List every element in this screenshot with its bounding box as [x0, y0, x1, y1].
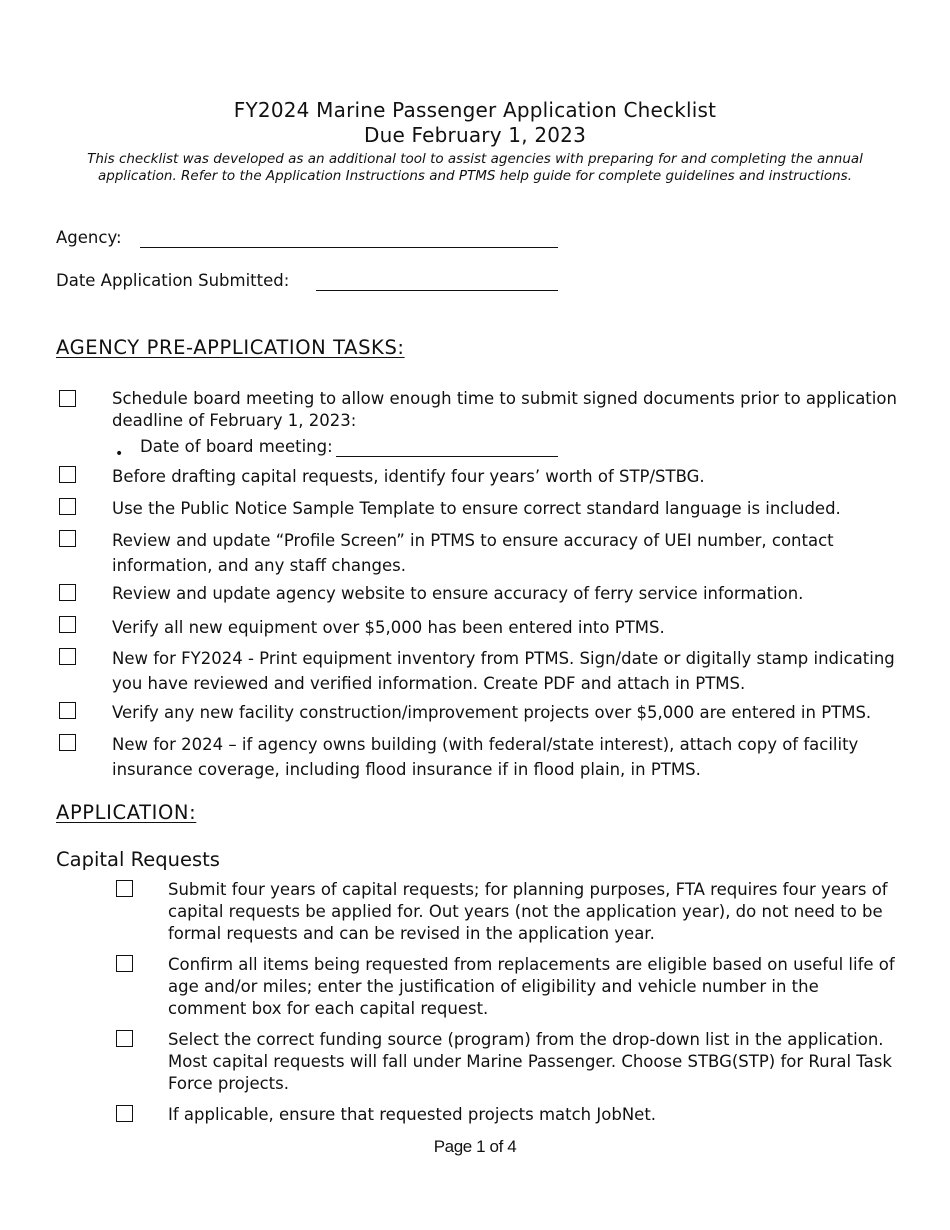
checkbox-four-years[interactable] [116, 880, 133, 897]
date-submitted-label: Date Application Submitted: [56, 271, 290, 290]
capital-requests-heading: Capital Requests [56, 848, 220, 871]
item-four-years: Submit four years of capital requests; for planning purposes, FTA requires four years of capital requests be applied for. Out years (not the application year), do not need to be formal requests and can be revised in the application year. [168, 880, 888, 943]
item-facility-insurance: New for 2024 – if agency owns building (with federal/state interest), attach copy of facility insurance coverage, including flood insurance if in flood plain, in PTMS. [112, 735, 859, 779]
checkbox-funding-source[interactable] [116, 1030, 133, 1047]
item-stp-stbg: Before drafting capital requests, identify four years’ worth of STP/STBG. [112, 467, 705, 486]
agency-label: Agency: [56, 228, 122, 247]
checkbox-facility-insurance[interactable] [59, 734, 76, 751]
checkbox-public-notice[interactable] [59, 498, 76, 515]
bullet-icon: • [115, 446, 124, 462]
checkbox-agency-website[interactable] [59, 584, 76, 601]
document-title: FY2024 Marine Passenger Application Checklist [233, 98, 717, 122]
checkbox-facility-projects[interactable] [59, 702, 76, 719]
intro-text: This checklist was developed as an additional tool to assist agencies with preparing for and completing the annual application. Refer to the Application Instructions and PTMS help guide for complete guidelines and instructions. [87, 151, 863, 184]
sub-bullet-board-date: Date of board meeting: [140, 437, 333, 456]
item-funding-source: Select the correct funding source (program) from the drop-down list in the application. Most capital requests will fall under Marine Passenger. Choose STBG(STP) for Rural Task Force projects. [168, 1030, 892, 1093]
checkbox-board-meeting[interactable] [59, 390, 76, 407]
agency-input-line[interactable] [140, 247, 558, 248]
checkbox-eligibility[interactable] [116, 955, 133, 972]
checkbox-profile-screen[interactable] [59, 530, 76, 547]
checkbox-equipment-inventory[interactable] [59, 648, 76, 665]
checkbox-new-equipment[interactable] [59, 616, 76, 633]
checkbox-jobnet[interactable] [116, 1105, 133, 1122]
application-heading: APPLICATION: [56, 801, 197, 824]
pre-application-heading: AGENCY PRE-APPLICATION TASKS: [56, 336, 405, 359]
item-equipment-inventory: New for FY2024 - Print equipment inventory from PTMS. Sign/date or digitally stamp indicating you have reviewed and verified information. Create PDF and attach in PTMS. [112, 649, 895, 693]
item-profile-screen: Review and update “Profile Screen” in PTMS to ensure accuracy of UEI number, contact information, and any staff changes. [112, 531, 834, 575]
item-facility-projects: Verify any new facility construction/improvement projects over $5,000 are entered in PTMS. [112, 703, 872, 722]
due-date: Due February 1, 2023 [363, 123, 587, 147]
item-new-equipment: Verify all new equipment over $5,000 has been entered into PTMS. [112, 618, 665, 637]
board-date-input-line[interactable] [336, 456, 558, 457]
item-public-notice: Use the Public Notice Sample Template to ensure correct standard language is included. [112, 499, 841, 518]
item-jobnet: If applicable, ensure that requested projects match JobNet. [168, 1105, 657, 1124]
item-eligibility: Confirm all items being requested from replacements are eligible based on useful life of age and/or miles; enter the justification of eligibility and vehicle number in the comment box for each capital request. [168, 955, 895, 1018]
date-submitted-input-line[interactable] [316, 290, 558, 291]
item-agency-website: Review and update agency website to ensure accuracy of ferry service information. [112, 584, 804, 603]
checkbox-stp-stbg[interactable] [59, 466, 76, 483]
item-board-meeting: Schedule board meeting to allow enough time to submit signed documents prior to application deadline of February 1, 2023: [112, 389, 897, 430]
page-number: Page 1 of 4 [433, 1137, 517, 1156]
